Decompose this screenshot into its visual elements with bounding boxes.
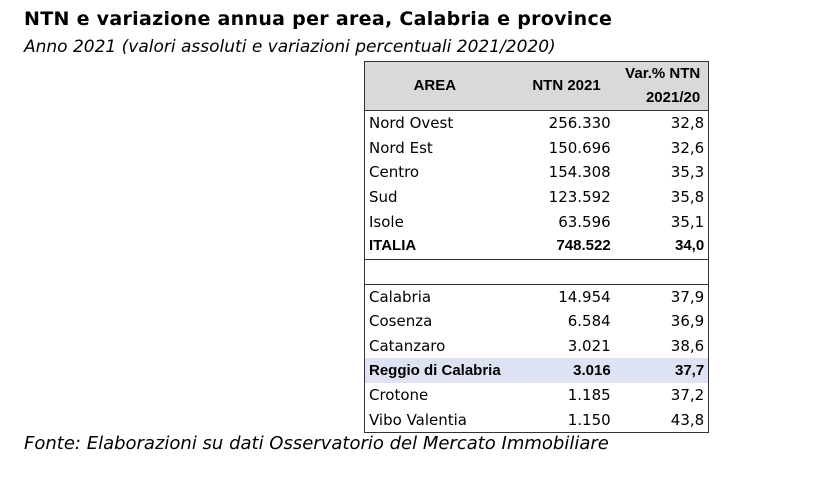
header-var-line2: 2021/20 — [645, 89, 701, 106]
cell-var: 35,1 — [670, 212, 705, 231]
cell-area: Isole — [369, 212, 404, 231]
table-row — [365, 136, 709, 161]
cell-var: 38,6 — [670, 337, 705, 356]
cell-var: 35,8 — [670, 188, 705, 207]
table-row-highlighted — [365, 358, 709, 383]
source-note: Fonte: Elaborazioni su dati Osservatorio del Mercato Immobiliare — [24, 433, 609, 454]
cell-area: Nord Est — [369, 138, 433, 157]
cell-area: Nord Ovest — [369, 114, 454, 133]
spacer-cell — [505, 259, 615, 284]
cell-var: 43,8 — [670, 410, 705, 429]
cell-area: Cosenza — [369, 312, 433, 331]
cell-area: Crotone — [369, 386, 429, 405]
cell-var: 37,2 — [670, 386, 705, 405]
cell-ntn: 6.584 — [567, 312, 611, 331]
header-ntn: NTN 2021 — [505, 62, 615, 111]
table-row — [365, 160, 709, 185]
cell-area: Vibo Valentia — [369, 410, 467, 429]
cell-ntn: 150.696 — [548, 138, 611, 157]
cell-var: 34,0 — [615, 234, 709, 259]
cell-var: 36,9 — [670, 312, 705, 331]
cell-ntn: 63.596 — [558, 212, 611, 231]
cell-ntn: 1.185 — [567, 386, 611, 405]
table-row — [365, 284, 709, 309]
table-row — [365, 383, 709, 408]
cell-var: 35,3 — [670, 163, 705, 182]
cell-ntn: 154.308 — [548, 163, 611, 182]
header-var — [615, 62, 709, 111]
cell-var: 32,8 — [670, 114, 705, 133]
table-row — [365, 185, 709, 210]
header-area: AREA — [365, 62, 505, 111]
page-subtitle: Anno 2021 (valori assoluti e variazioni percentuali 2021/2020) — [24, 37, 556, 57]
cell-ntn: 14.954 — [558, 287, 611, 306]
cell-ntn: 3.016 — [505, 358, 615, 383]
table-spacer-row — [365, 259, 709, 284]
page-title: NTN e variazione annua per area, Calabria e province — [24, 8, 613, 30]
cell-ntn: 3.021 — [567, 337, 611, 356]
cell-var: 37,7 — [615, 358, 709, 383]
table-header-row — [365, 62, 709, 111]
table-row — [365, 309, 709, 334]
cell-ntn: 123.592 — [548, 188, 611, 207]
cell-area: Reggio di Calabria — [365, 358, 505, 383]
cell-ntn: 748.522 — [505, 234, 615, 259]
spacer-cell — [615, 259, 709, 284]
spacer-cell — [365, 259, 505, 284]
table-row — [365, 334, 709, 359]
cell-area: Catanzaro — [369, 337, 446, 356]
cell-var: 32,6 — [670, 138, 705, 157]
header-var-line1: Var.% NTN — [625, 65, 701, 82]
cell-area: Centro — [369, 163, 420, 182]
cell-area: ITALIA — [365, 234, 505, 259]
ntn-table — [364, 61, 709, 433]
table-row — [365, 111, 709, 136]
cell-var: 37,9 — [670, 287, 705, 306]
table-row — [365, 408, 709, 433]
cell-ntn: 1.150 — [567, 410, 611, 429]
table-row — [365, 209, 709, 234]
cell-area: Sud — [369, 188, 398, 207]
table-row-total — [365, 234, 709, 259]
cell-ntn: 256.330 — [548, 114, 611, 133]
cell-area: Calabria — [369, 287, 432, 306]
